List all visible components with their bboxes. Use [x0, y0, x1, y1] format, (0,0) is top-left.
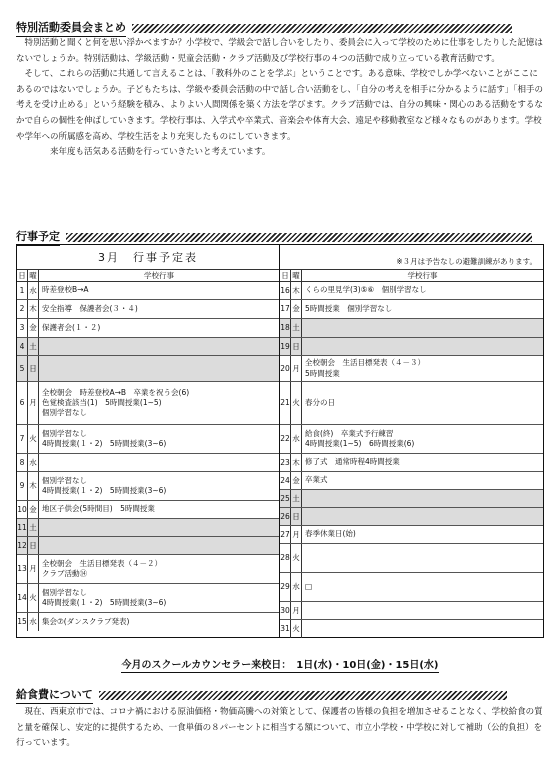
section-header-lunch-fee	[16, 686, 507, 704]
row-event	[39, 584, 279, 612]
row-weekday: 金	[291, 300, 302, 318]
row-weekday: 月	[291, 602, 302, 619]
row-weekday: 土	[291, 490, 302, 507]
schedule-rows-left	[17, 282, 279, 631]
row-day: 13	[17, 555, 28, 583]
row-event	[39, 501, 279, 518]
paragraph: そして、これらの活動に共通して言えることは、「教科外のことを学ぶ」ということです。ある意味、学校でしか学べないことがここにあるのではないでしょうか。子どもたちは、学級や委員会活動の中で話し合い活動をし、「自分の考えを相手に分かるように話す」「相手の考えを受け止める」という経験を積み、よりよい人間関係を築く方法を学びます。クラブ活動では、自分の興味・関心のある活動をするなかで自らの個性を伸ばしていきます。学校行事は、入学式や卒業式、音楽会や体育大会、遠足や移動教室など様々なものがあります。学校や学年への所属感を高め、学校生活をより充実したものにしていきます。	[16, 69, 544, 142]
row-day: 17	[280, 300, 291, 318]
schedule-row	[17, 501, 279, 519]
section-title: 行事予定	[16, 228, 60, 246]
row-weekday: 木	[28, 472, 39, 500]
row-weekday: 日	[291, 338, 302, 355]
row-weekday: 木	[28, 300, 39, 318]
counselor-visit-days	[0, 656, 560, 671]
schedule-header-row	[17, 270, 279, 282]
row-event	[302, 472, 543, 489]
event-line: 色覚検査該当(1) 5時間授業(1~5)	[42, 397, 162, 407]
counselor-text: 今月のスクールカウンセラー来校日： 1日(水)・10日(金)・15日(水)	[121, 660, 439, 671]
row-day: 21	[280, 382, 291, 424]
row-event	[39, 472, 279, 500]
event-line: 5時間授業	[305, 368, 340, 378]
row-day: 25	[280, 490, 291, 507]
event-line: 全校朝会 時差登校A→B 卒業を祝う会(6)	[42, 387, 190, 397]
row-weekday: 水	[28, 454, 39, 471]
row-event	[302, 526, 543, 543]
schedule-row	[280, 508, 543, 526]
event-line: □	[305, 581, 313, 591]
row-event	[39, 613, 279, 631]
event-line: クラブ活動⑭	[42, 569, 87, 578]
row-weekday: 月	[291, 526, 302, 543]
row-weekday: 月	[28, 382, 39, 424]
schedule-right-half	[280, 245, 543, 637]
row-day: 1	[17, 282, 28, 299]
row-event	[302, 356, 543, 381]
paragraph: 来年度も活気ある活動を行っていきたいと考えています。	[50, 147, 271, 158]
header-event: 学校行事	[144, 271, 174, 280]
row-weekday: 土	[28, 338, 39, 355]
schedule-row	[280, 544, 543, 573]
row-day: 23	[280, 454, 291, 471]
row-day: 22	[280, 425, 291, 453]
row-day: 24	[280, 472, 291, 489]
section-title: 給食費について	[16, 686, 93, 704]
event-line: 地区子供会(5時間目) 5時間授業	[42, 504, 155, 514]
row-event	[302, 382, 543, 424]
row-day: 11	[17, 519, 28, 536]
row-weekday: 木	[291, 454, 302, 471]
row-weekday: 土	[28, 519, 39, 536]
schedule-row	[280, 573, 543, 602]
row-event	[302, 454, 543, 471]
header-day: 日	[280, 270, 291, 281]
special-activities-text	[16, 36, 544, 161]
event-line: 安全指導 保護者会(３・４)	[42, 303, 138, 313]
row-weekday: 日	[28, 356, 39, 381]
row-event	[302, 602, 543, 619]
event-line: 全校朝会 生活目標発表（４－２）	[42, 558, 162, 568]
schedule-row	[280, 382, 543, 425]
event-line: 春分の日	[305, 397, 335, 407]
row-weekday: 水	[291, 573, 302, 601]
paragraph: 特別活動と聞くと何を思い浮かべますか？小学校で、学級会で話し合いをしたり、委員会に入って学校のために仕事をしたりした記憶はないでしょうか。特別活動は、学級活動・児童会活動・クラブ活動及び学校行事の４つの活動で成り立っている教育活動です。	[16, 38, 543, 64]
row-day: 15	[17, 613, 28, 631]
event-line: 個別学習なし	[42, 428, 87, 438]
row-weekday: 火	[28, 425, 39, 453]
row-weekday: 日	[28, 537, 39, 554]
schedule-row	[280, 300, 543, 319]
row-event	[302, 300, 543, 318]
schedule-row	[280, 454, 543, 472]
row-weekday: 火	[291, 620, 302, 638]
event-line: 給食(終) 卒業式予行練習	[305, 428, 394, 438]
schedule-row	[17, 319, 279, 338]
row-day: 5	[17, 356, 28, 381]
row-day: 12	[17, 537, 28, 554]
schedule-row	[17, 338, 279, 356]
row-event	[39, 282, 279, 299]
row-event	[39, 425, 279, 453]
row-event	[302, 508, 543, 525]
row-day: 8	[17, 454, 28, 471]
row-day: 14	[17, 584, 28, 612]
event-line: 個別学習なし	[42, 475, 87, 485]
schedule-row	[280, 319, 543, 338]
event-line: 個別学習なし	[42, 408, 87, 418]
row-event	[39, 319, 279, 337]
row-weekday: 水	[28, 613, 39, 631]
row-weekday: 水	[28, 282, 39, 299]
schedule-row	[17, 555, 279, 584]
lunch-fee-text	[16, 705, 544, 752]
section-title: 特別活動委員会まとめ	[16, 19, 126, 37]
row-event	[39, 454, 279, 471]
row-day: 9	[17, 472, 28, 500]
hatch-rule	[66, 233, 532, 242]
schedule-row	[280, 526, 543, 544]
schedule-row	[280, 356, 543, 382]
event-line: 4時間授業(１・2) 5時間授業(3~6)	[42, 598, 167, 607]
row-day: 26	[280, 508, 291, 525]
row-weekday: 水	[291, 425, 302, 453]
event-line: 春季休業日(始)	[305, 529, 356, 539]
row-event	[39, 382, 279, 424]
row-event	[39, 356, 279, 381]
row-day: 6	[17, 382, 28, 424]
schedule-row	[17, 472, 279, 501]
hatch-rule	[99, 691, 507, 700]
schedule-row	[17, 519, 279, 537]
schedule-row	[280, 425, 543, 454]
event-line: 4時間授業(１・2) 5時間授業(3~6)	[42, 486, 167, 495]
row-weekday: 土	[291, 319, 302, 337]
header-day: 日	[17, 270, 28, 281]
event-line: 修了式 通常時程4時間授業	[305, 457, 400, 467]
row-event	[39, 519, 279, 536]
schedule-title: 3月 行事予定表	[17, 245, 279, 270]
row-weekday: 日	[291, 508, 302, 525]
row-day: 16	[280, 282, 291, 299]
paragraph: 現在、西東京市では、コロナ禍における原油価格・物価高騰への対策として、保護者の皆様の負担を増加させることなく、学校給食の質と量を確保し、安定的に提供するため、一食単価の８パーセントに相当する額について、市立小学校・中学校に対して補助（公的負担）を行っています。	[16, 707, 543, 749]
row-day: 29	[280, 573, 291, 601]
schedule-row	[17, 282, 279, 300]
schedule-row	[17, 613, 279, 631]
header-event: 学校行事	[407, 271, 438, 280]
schedule-row	[17, 356, 279, 382]
row-weekday: 月	[291, 356, 302, 381]
row-day: 10	[17, 501, 28, 518]
schedule-row	[17, 584, 279, 613]
schedule-row	[17, 454, 279, 472]
row-weekday: 火	[291, 544, 302, 572]
row-event	[39, 338, 279, 355]
schedule-row	[280, 602, 543, 620]
row-event	[302, 319, 543, 337]
row-weekday: 月	[28, 555, 39, 583]
schedule-row	[280, 490, 543, 508]
event-line: 個別学習なし	[42, 587, 87, 597]
row-event	[302, 282, 543, 299]
row-day: 7	[17, 425, 28, 453]
section-header-special-activities	[16, 19, 512, 37]
schedule-header-row	[280, 270, 543, 282]
schedule-row	[280, 338, 543, 356]
row-day: 27	[280, 526, 291, 543]
schedule-row	[17, 300, 279, 319]
header-weekday: 曜	[291, 270, 302, 281]
header-weekday: 曜	[28, 270, 39, 281]
schedule-row	[280, 620, 543, 638]
row-event	[39, 300, 279, 318]
row-event	[302, 620, 543, 638]
schedule-row	[280, 472, 543, 490]
row-day: 28	[280, 544, 291, 572]
event-line: くらの里見学(3)⑤⑥ 個別学習なし	[305, 285, 427, 295]
schedule-table	[16, 244, 544, 638]
event-line: 全校朝会 生活目標発表（４－３）	[305, 358, 425, 368]
schedule-row	[17, 537, 279, 555]
schedule-row	[280, 282, 543, 300]
event-line: 保護者会(１・２)	[42, 322, 101, 332]
row-event	[302, 573, 543, 601]
row-event	[39, 555, 279, 583]
schedule-rows-right	[280, 282, 543, 638]
row-day: 2	[17, 300, 28, 318]
row-day: 20	[280, 356, 291, 381]
row-weekday: 火	[291, 382, 302, 424]
event-line: 5時間授業 個別学習なし	[305, 303, 393, 313]
row-day: 3	[17, 319, 28, 337]
row-day: 30	[280, 602, 291, 619]
row-day: 19	[280, 338, 291, 355]
row-day: 4	[17, 338, 28, 355]
event-line: 4時間授業(１・2) 5時間授業(3~6)	[42, 439, 167, 448]
schedule-row	[17, 382, 279, 425]
event-line: 卒業式	[305, 475, 328, 485]
row-weekday: 金	[28, 501, 39, 518]
schedule-row	[17, 425, 279, 454]
row-event	[302, 490, 543, 507]
row-event	[302, 425, 543, 453]
hatch-rule	[132, 24, 512, 33]
row-event	[302, 544, 543, 572]
schedule-left-half	[17, 245, 280, 637]
event-line: 時差登校B→A	[42, 285, 89, 295]
row-weekday: 火	[28, 584, 39, 612]
event-line: 4時間授業(1~5) 6時間授業(6)	[305, 439, 415, 448]
schedule-note: ※３月は予告なしの避難訓練があります。	[280, 245, 543, 270]
row-day: 31	[280, 620, 291, 638]
row-weekday: 金	[28, 319, 39, 337]
row-weekday: 金	[291, 472, 302, 489]
row-weekday: 木	[291, 282, 302, 299]
row-event	[302, 338, 543, 355]
row-day: 18	[280, 319, 291, 337]
event-line: 集会⑦(ダンスクラブ発表)	[42, 616, 130, 626]
row-event	[39, 537, 279, 554]
